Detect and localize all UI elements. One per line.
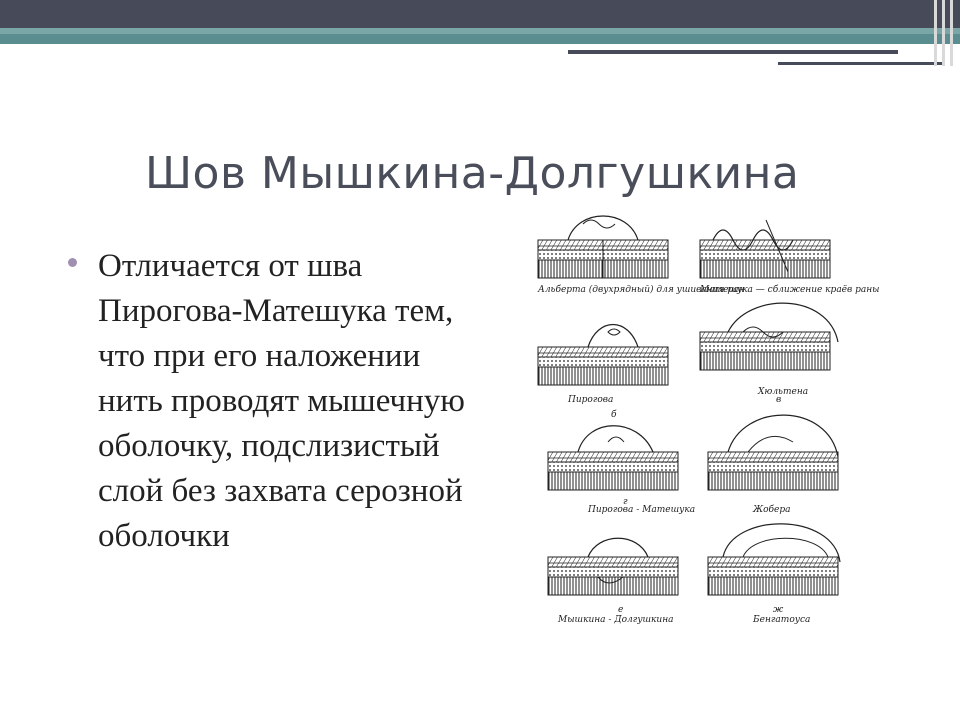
right-edge-stripe-3: [950, 0, 953, 66]
accent-line-top: [568, 50, 898, 54]
right-edge-stripe-2: [942, 0, 945, 66]
suture-diagram-7: [548, 538, 678, 625]
caption-4: Хюльтена: [758, 387, 809, 397]
slide-title: Шов Мышкина-Долгушкина: [145, 148, 800, 199]
figure-number-2: в: [776, 395, 782, 405]
teal-band: [0, 28, 960, 44]
caption-2: Матешука — сближение краёв раны: [700, 285, 880, 295]
suture-diagram-3: [538, 325, 668, 406]
caption-8: Бенгатоуса: [753, 615, 811, 625]
caption-1: Альберта (двухрядный) для ушивания ран: [538, 285, 745, 295]
suture-diagram-4: [700, 303, 838, 397]
top-banner: [0, 0, 960, 28]
bullet-icon: [68, 258, 77, 267]
caption-6: Жобера: [753, 505, 791, 515]
bullet-text: Отличается от шва Пирогова-Матешука тем, что при его наложении нить проводят мышечную оболочку, подслизистый слой без захвата серозной оболочки: [98, 248, 465, 554]
figure-number-3: г: [623, 497, 628, 507]
suture-diagram-5: [548, 426, 695, 515]
figure-number-4: е: [618, 605, 624, 615]
figure-number-1: б: [611, 410, 617, 420]
accent-line-bottom: [778, 62, 943, 65]
suture-diagrams-illustration: [528, 212, 880, 637]
caption-5: Пирогова - Матешука: [588, 505, 696, 515]
caption-3: Пирогова: [568, 395, 614, 405]
caption-7: Мышкина - Долгушкина: [558, 615, 674, 625]
figure-number-5: ж: [773, 605, 784, 615]
suture-diagram-6: [708, 415, 838, 515]
right-edge-stripe-1: [934, 0, 937, 66]
suture-diagram-2: [699, 220, 880, 295]
